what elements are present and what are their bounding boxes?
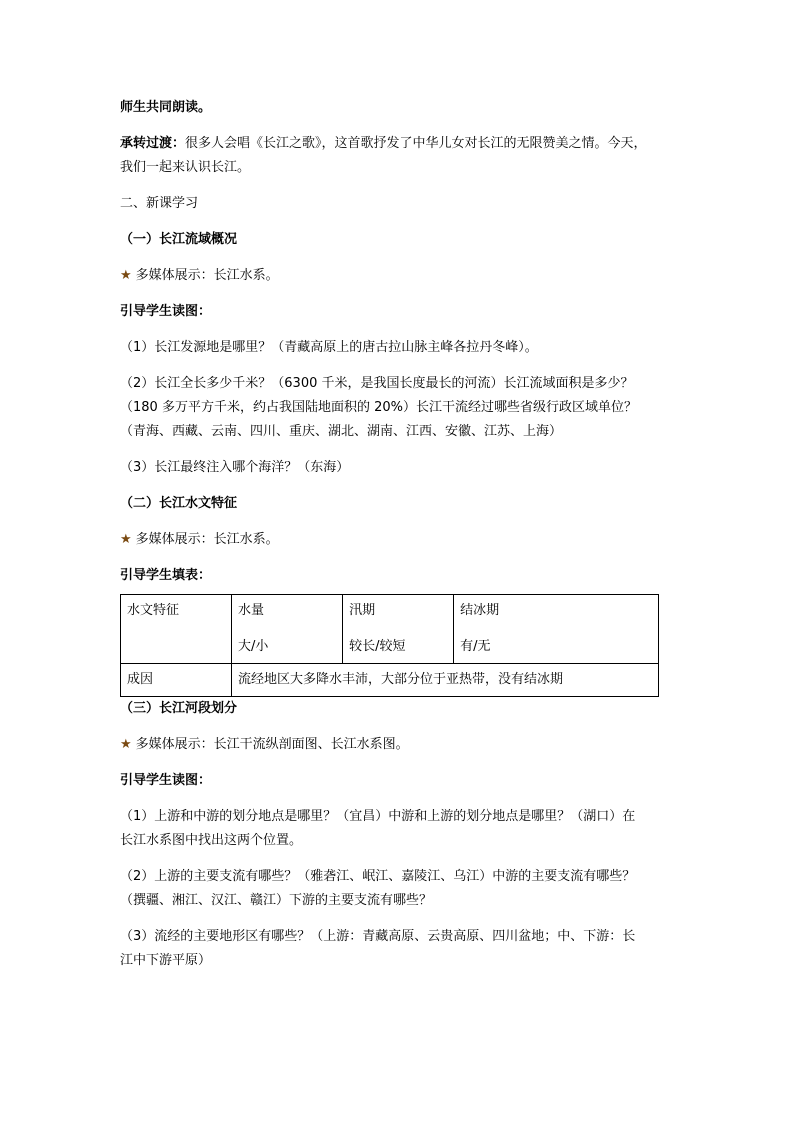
star-icon: ★: [120, 737, 132, 752]
table-header-feature: 水文特征: [127, 603, 180, 618]
transition-text-2: 我们一起来认识长江。: [120, 160, 251, 175]
part1-question-2-line-2: （180 多万平方千米，约占我国陆地面积的 20%）长江干流经过哪些省级行政区域单位？: [120, 400, 637, 415]
part1-media-line: [120, 264, 680, 288]
part1-media-text: 多媒体展示：长江水系。: [135, 268, 279, 283]
table-header-water-volume: 水量: [238, 603, 265, 618]
part2-media-line: [120, 528, 680, 552]
part3-question-1-line-1: （1）上游和中游的划分地点是哪里？（宜昌）中游和上游的划分地点是哪里？（湖口）在: [120, 809, 636, 824]
part1-guide: 引导学生读图：: [120, 304, 212, 319]
part3-question-1-line-2: 长江水系图中找出这两个位置。: [120, 833, 303, 848]
part2-title: （二）长江水文特征: [120, 496, 238, 511]
part1-question-2-line-3: （青海、西藏、云南、四川、重庆、湖北、湖南、江西、安徽、江苏、上海）: [120, 424, 563, 439]
table-row: [121, 664, 659, 697]
part3-question-2-line-2: （撰疆、湘江、汉江、赣江）下游的主要支流有哪些？: [120, 893, 433, 908]
table-cell-flood-season: [343, 595, 454, 664]
table-value-flood-season: 较长/较短: [349, 639, 406, 654]
part3-guide: 引导学生读图：: [120, 773, 212, 788]
table-header-flood-season: 汛期: [349, 603, 376, 618]
star-icon: ★: [120, 268, 132, 283]
table-cell-ice-period: [454, 595, 659, 664]
section-title: 二、新课学习: [120, 196, 199, 211]
read-together-line: 师生共同朗读。: [120, 100, 212, 115]
part2-media-text: 多媒体展示：长江水系。: [135, 532, 279, 547]
table-cell-cause-text: 流经地区大多降水丰沛，大部分位于亚热带，没有结冰期: [232, 664, 659, 697]
star-icon: ★: [120, 532, 132, 547]
table-cell-feature: [121, 595, 232, 664]
part3-question-2-line-1: （2）上游的主要支流有哪些？（雅砻江、岷江、嘉陵江、乌江）中游的主要支流有哪些？: [120, 869, 636, 884]
part3-question-3-line-2: 江中下游平原）: [120, 953, 212, 968]
table-cell-cause-label: 成因: [121, 664, 232, 697]
part1-title: （一）长江流域概况: [120, 232, 238, 247]
part1-question-2-line-1: （2）长江全长多少千米？（6300 千米，是我国长度最长的河流）长江流域面积是多少？: [120, 376, 634, 391]
document-content: [120, 96, 680, 973]
part1-question-1: （1）长江发源地是哪里？（青藏高原上的唐古拉山脉主峰各拉丹冬峰）。: [120, 340, 538, 355]
transition-label: 承转过渡：: [120, 136, 186, 151]
transition-paragraph: [120, 132, 680, 156]
part3-title: （三）长江河段划分: [120, 701, 238, 716]
table-value-ice-period: 有/无: [460, 639, 491, 654]
transition-text-1: 很多人会唱《长江之歌》，这首歌抒发了中华儿女对长江的无限赞美之情。今天，: [185, 136, 647, 151]
hydrology-table: [120, 594, 659, 697]
table-row: [121, 595, 659, 664]
part3-media-line: [120, 733, 680, 757]
part1-question-3: （3）长江最终注入哪个海洋？（东海）: [120, 460, 350, 475]
part3-media-text: 多媒体展示：长江干流纵剖面图、长江水系图。: [135, 737, 409, 752]
table-value-water-volume: 大/小: [238, 639, 269, 654]
table-header-ice-period: 结冰期: [460, 603, 500, 618]
part3-question-3-line-1: （3）流经的主要地形区有哪些？（上游：青藏高原、云贵高原、四川盆地；中、下游：长: [120, 929, 636, 944]
table-cell-water-volume: [232, 595, 343, 664]
part2-guide: 引导学生填表：: [120, 568, 212, 583]
